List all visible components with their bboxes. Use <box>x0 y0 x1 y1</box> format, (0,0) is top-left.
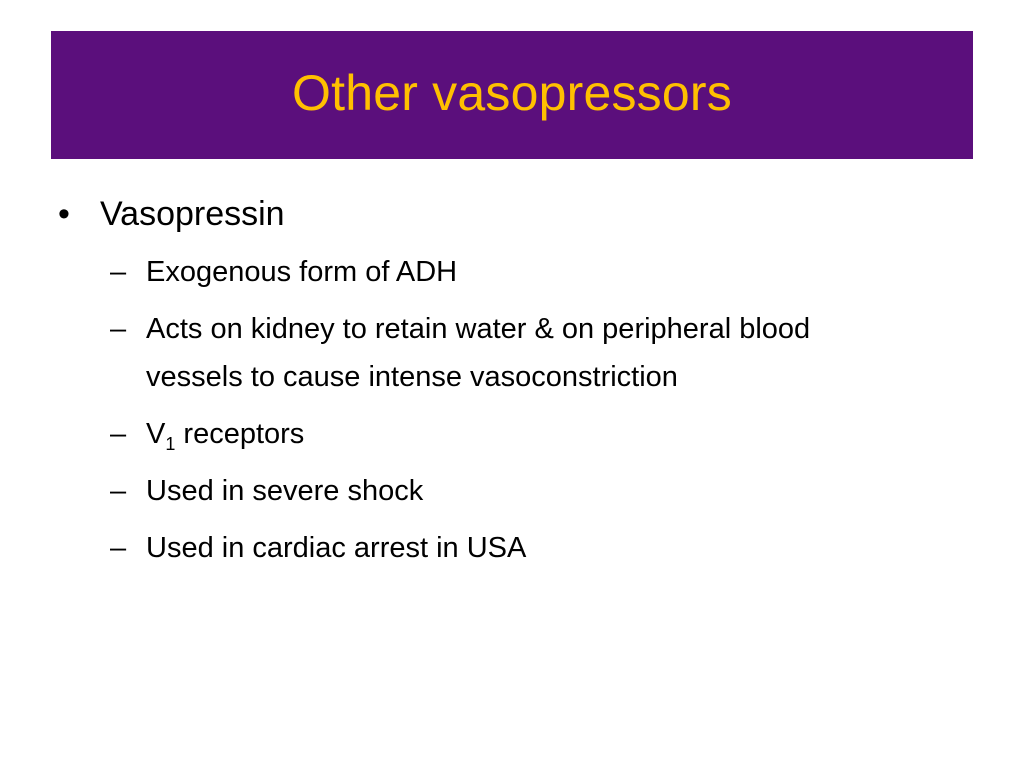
main-bullet-text: Vasopressin <box>100 195 285 233</box>
subpoint-text: Acts on kidney to retain water & on peripheral blood vessels to cause intense vasoconstriction <box>146 313 811 393</box>
dash-icon: – <box>110 532 127 564</box>
subpoint-exogenous-form <box>110 248 958 296</box>
bullet-icon: • <box>58 195 70 233</box>
subpoint-text: Exogenous form of ADH <box>146 256 458 288</box>
receptor-subscript: 1 <box>165 433 176 454</box>
subpoint-kidney-and-vessels <box>110 305 958 401</box>
main-bullet-item <box>58 188 958 240</box>
subpoint-list <box>58 248 958 572</box>
slide-title: Other vasopressors <box>292 65 732 121</box>
subpoint-v1-receptors <box>110 410 958 458</box>
dash-icon: – <box>110 313 127 345</box>
subpoint-text: Used in severe shock <box>146 475 424 507</box>
subpoint-text: Used in cardiac arrest in USA <box>146 532 527 564</box>
subpoint-severe-shock <box>110 467 958 515</box>
dash-icon: – <box>110 418 127 450</box>
dash-icon: – <box>110 475 127 507</box>
receptor-prefix: V <box>146 418 166 450</box>
title-banner <box>51 31 973 159</box>
receptor-suffix: receptors <box>175 418 305 450</box>
dash-icon: – <box>110 256 127 288</box>
subpoint-cardiac-arrest <box>110 524 958 572</box>
slide-content <box>58 188 958 581</box>
subpoint-text <box>146 410 906 458</box>
